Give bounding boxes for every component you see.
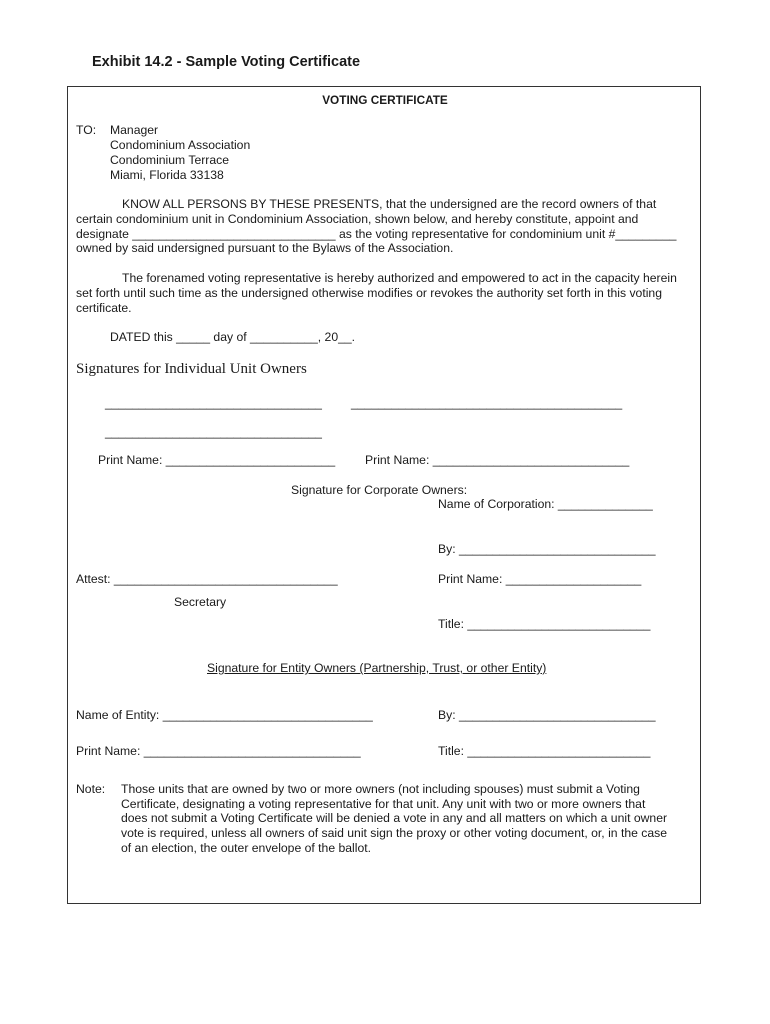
certificate-heading: VOTING CERTIFICATE (322, 93, 448, 107)
entity-title-field[interactable]: Title: ___________________________ (438, 744, 651, 758)
attest-field[interactable]: Attest: _________________________________ (76, 572, 338, 586)
address-line: Condominium Terrace (110, 153, 229, 167)
to-label: TO: (76, 123, 97, 137)
entity-owners-heading: Signature for Entity Owners (Partnership, Trust, or other Entity) (207, 661, 547, 675)
note-line: Certificate, designating a voting representative for that unit. Any unit with two or more owners that (121, 797, 646, 811)
paragraph1-line: designate ______________________________ as the voting representative for condominium unit #_________ (76, 227, 677, 241)
address-line: Miami, Florida 33138 (110, 168, 224, 182)
name-of-entity-field[interactable]: Name of Entity: _______________________________ (76, 708, 373, 722)
note-line: Those units that are owned by two or more owners (not including spouses) must submit a Voting (121, 782, 640, 796)
signature-line[interactable]: ________________________________ (105, 396, 322, 410)
note-line: does not submit a Voting Certificate will be denied a vote in any and all matters on which a unit owner (121, 811, 668, 825)
dated-line: DATED this _____ day of __________, 20__. (110, 330, 356, 344)
print-name-field[interactable]: Print Name: _____________________________ (365, 453, 630, 467)
paragraph2-line: set forth until such time as the undersigned otherwise modifies or revokes the authority set forth in this voting (76, 286, 662, 300)
corporate-print-name-field[interactable]: Print Name: ____________________ (438, 572, 642, 586)
individual-signatures-heading: Signatures for Individual Unit Owners (76, 361, 307, 377)
paragraph2-line: The forenamed voting representative is hereby authorized and empowered to act in the capacity herein (122, 271, 677, 285)
secretary-label: Secretary (174, 595, 227, 609)
corporate-owners-heading: Signature for Corporate Owners: (291, 483, 468, 497)
signature-line[interactable]: ________________________________ (105, 425, 322, 439)
paragraph1-line: certain condominium unit in Condominium Association, shown below, and hereby constitute, appoint and (76, 212, 639, 226)
paragraph1-line: KNOW ALL PERSONS BY THESE PRESENTS, that the undersigned are the record owners of that (122, 197, 657, 211)
note-line: vote is required, unless all owners of said unit sign the proxy or other voting document, or, in the case (121, 826, 668, 840)
entity-print-name-field[interactable]: Print Name: ________________________________ (76, 744, 361, 758)
name-of-corporation-field[interactable]: Name of Corporation: ______________ (438, 497, 653, 511)
note-line: of an election, the outer envelope of the ballot. (121, 841, 372, 855)
address-line: Manager (110, 123, 159, 137)
address-line: Condominium Association (110, 138, 251, 152)
entity-by-field[interactable]: By: _____________________________ (438, 708, 656, 722)
note-label: Note: (76, 782, 106, 796)
signature-line[interactable]: ________________________________________ (351, 396, 623, 410)
corporate-by-field[interactable]: By: _____________________________ (438, 542, 656, 556)
paragraph1-line: owned by said undersigned pursuant to the Bylaws of the Association. (76, 241, 454, 255)
corporate-title-field[interactable]: Title: ___________________________ (438, 617, 651, 631)
paragraph2-line: certificate. (76, 301, 132, 315)
print-name-field[interactable]: Print Name: _________________________ (98, 453, 336, 467)
exhibit-title: Exhibit 14.2 - Sample Voting Certificate (92, 54, 361, 70)
